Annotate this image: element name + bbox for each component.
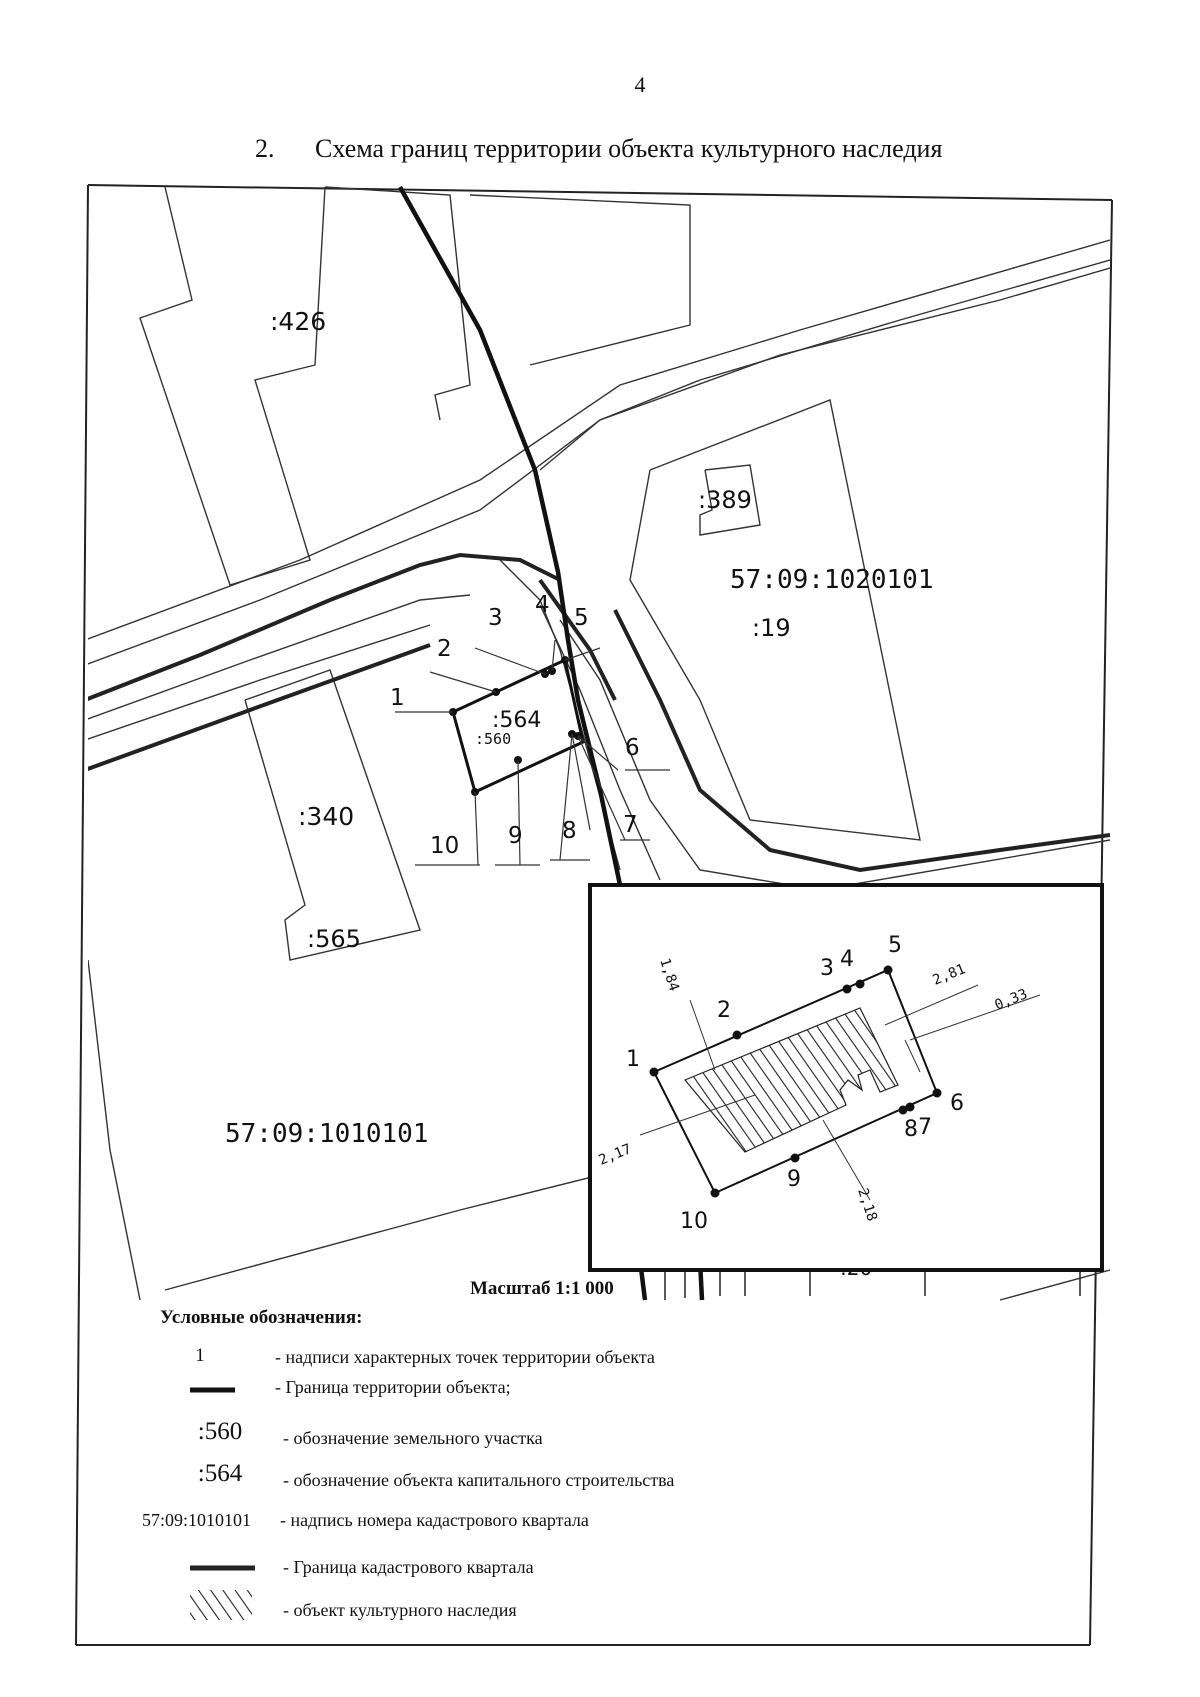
inset-dimension-2-18: 2,18 [854, 1186, 880, 1224]
inset-dimension-0-33: 0,33 [992, 986, 1030, 1014]
inset-point-label-7: 7 [918, 1115, 932, 1140]
legend-text-quarter-number: - надпись номера кадастрового квартала [280, 1510, 589, 1530]
legend-text-parcel: - обозначение земельного участка [283, 1428, 543, 1448]
point-label-4: 4 [535, 592, 550, 618]
curve-line-1 [560, 620, 1110, 890]
scale-label: Масштаб 1:1 000 [470, 1278, 614, 1299]
inset-point-label-2: 2 [717, 998, 731, 1023]
inset-dimension-1-84: 1,84 [656, 956, 682, 994]
page-number: 4 [634, 72, 646, 97]
inset-point-label-10: 10 [680, 1209, 708, 1234]
parcel-426-east-outline [325, 187, 470, 420]
legend-text-points: - надписи характерных точек территории объекта [275, 1347, 655, 1367]
inset-point-label-8: 8 [904, 1117, 918, 1142]
heading-number: 2. [255, 134, 275, 163]
point-label-2: 2 [437, 636, 452, 662]
inset-detail [590, 885, 1102, 1270]
inset-dimension-2-17: 2,17 [596, 1141, 634, 1169]
parcel-label-565: :565 [307, 925, 361, 953]
legend-heritage-hatch-symbol [190, 1590, 252, 1620]
road-edge-3 [540, 260, 1110, 470]
quarter-label-east: 57:09:1020101 [730, 565, 934, 595]
inset-point-label-6: 6 [950, 1091, 964, 1116]
parcel-label-426: :426 [270, 307, 327, 336]
legend-parcel-symbol: :560 [197, 1418, 243, 1445]
road-edge-2 [85, 240, 1110, 640]
legend-text-quarter-boundary: - Граница кадастрового квартала [283, 1557, 534, 1577]
parcel-nw-block [470, 195, 690, 365]
legend-title: Условные обозначения: [160, 1307, 363, 1328]
street-line-west [88, 960, 140, 1300]
point-label-7: 7 [623, 812, 638, 838]
point-label-5: 5 [574, 605, 589, 631]
quarter-boundary [85, 555, 1110, 870]
inset-point-label-5: 5 [888, 933, 902, 958]
inset-point-label-4: 4 [840, 947, 854, 972]
inset-point-label-1: 1 [626, 1047, 640, 1072]
point-label-1: 1 [390, 685, 405, 711]
legend-point-symbol: 1 [195, 1345, 205, 1366]
point-label-3: 3 [488, 605, 503, 631]
inset-point-label-3: 3 [820, 956, 834, 981]
legend-building-symbol: :564 [197, 1460, 243, 1487]
road-edge-5 [85, 625, 430, 740]
inset-point-label-9: 9 [787, 1167, 801, 1192]
heading-text: Схема границ территории объекта культурного наследия [315, 134, 943, 163]
parcel-label-564: :564 [492, 708, 542, 733]
parcel-label-560: :560 [475, 730, 512, 748]
quarter-label-west: 57:09:1010101 [225, 1119, 429, 1149]
point-label-6: 6 [625, 735, 640, 761]
point-label-10: 10 [430, 833, 460, 859]
parcel-label-19: :19 [752, 614, 791, 642]
parcel-label-340: :340 [298, 802, 355, 831]
road-edge-1 [85, 268, 1110, 665]
parcel-426-outline [140, 187, 325, 585]
legend-text-territory: - Граница территории объекта; [275, 1377, 511, 1397]
legend-text-heritage: - объект культурного наследия [283, 1600, 517, 1620]
legend-quarter-number-symbol: 57:09:1010101 [142, 1510, 252, 1530]
inset-dimension-2-81: 2,81 [930, 961, 968, 989]
street-line-east [1000, 1270, 1110, 1300]
point-label-9: 9 [508, 823, 523, 849]
parcel-label-389: :389 [698, 486, 752, 514]
legend-text-building: - обозначение объекта капитального строительства [283, 1470, 675, 1490]
point-label-8: 8 [562, 818, 577, 844]
